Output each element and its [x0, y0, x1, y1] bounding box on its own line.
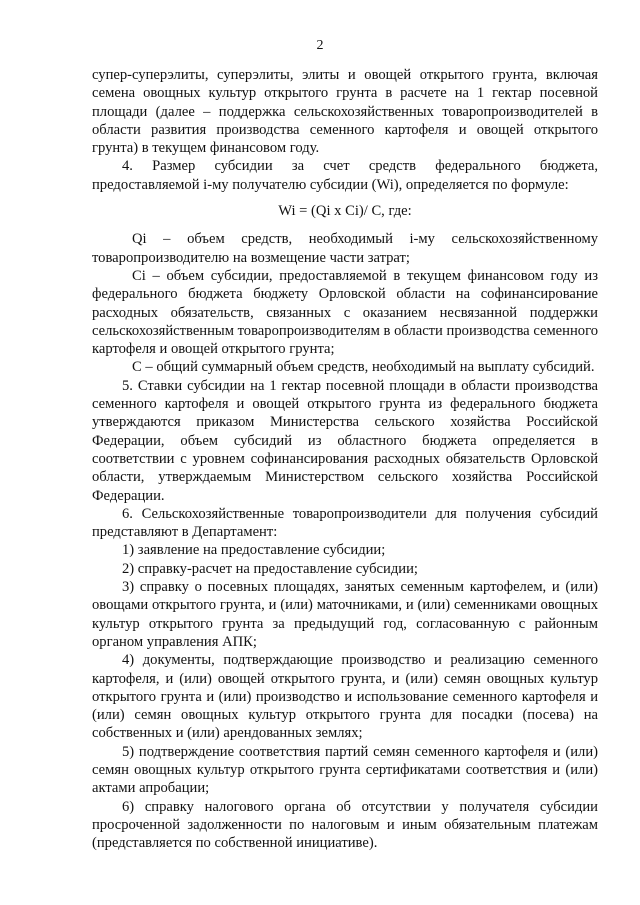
document-body: [92, 66, 598, 852]
paragraph-4: 4. Размер субсидии за счет средств федерального бюджета, предоставляемой i-му получателю субсидии (Wi), определяется по формуле:: [92, 158, 598, 193]
list-item-2: 2) справку-расчет на предоставление субсидии;: [122, 560, 418, 577]
paragraph-5: 5. Ставки субсидии на 1 гектар посевной площади в области производства семенного картофеля и овощей открытого грунта из федерального бюджета утверждаются приказом Министерства сельского хозяйства Российской Федерации, объем субсидий из областного бюджета определяется в соответствии с уровнем софинансирования расходных обязательств Орловской области, утверждаемым Министерством сельского хозяйства Российской Федерации.: [92, 377, 598, 504]
paragraph-continuation: супер-суперэлиты, суперэлиты, элиты и овощей открытого грунта, включая семена овощных культур открытого грунта в расчете на 1 гектар посевной площади (далее – поддержка сельскохозяйственных товаропроизводителей в области развития производства семенного картофеля и овощей открытого грунта) в текущем финансовом году.: [92, 67, 598, 157]
list-item-3: 3) справку о посевных площадях, занятых семенным картофелем, и (или) овощами открытого грунта, и (или) маточниками, и (или) семенниками овощных культур открытого грунта за предыдущий год, согласованную с районным органом управления АПК;: [92, 579, 598, 650]
list-item-1: 1) заявление на предоставление субсидии;: [122, 542, 386, 559]
definition-c: С – общий суммарный объем средств, необходимый на выплату субсидий.: [132, 359, 595, 376]
page-number: 2: [316, 38, 324, 53]
list-item-4: 4) документы, подтверждающие производство и реализацию семенного картофеля, и (или) овощей открытого грунта, и (или) семян овощных культур открытого грунта и (или) производство и использование семенного картофеля и (или) семян овощных культур открытого грунта для посадки (посева) на собственных и (или) арендованных землях;: [92, 652, 598, 742]
list-item-6: 6) справку налогового органа об отсутствии у получателя субсидии просроченной задолженности по налоговым и иным обязательным платежам (представляется по собственной инициативе).: [92, 798, 598, 852]
paragraph-6: 6. Сельскохозяйственные товаропроизводители для получения субсидий представляют в Департамент:: [92, 505, 598, 541]
list-item-5: 5) подтверждение соответствия партий семян семенного картофеля и (или) семян овощных культур открытого грунта сертификатами соответствия и (или) актами апробации;: [92, 743, 598, 797]
formula: Wi = (Qi x Ci)/ C, где:: [278, 203, 412, 220]
definition-qi: Qi – объем средств, необходимый i-му сельскохозяйственному товаропроизводителю на возмещение части затрат;: [92, 231, 598, 266]
definition-ci: Ci – объем субсидии, предоставляемой в текущем финансовом году из федерального бюджета бюджету Орловской области на софинансирование расходных обязательств, связанных с оказанием несвязанной поддержки сельскохозяйственным товаропроизводителям в области производства семенного картофеля и овощей открытого грунта;: [92, 267, 598, 358]
